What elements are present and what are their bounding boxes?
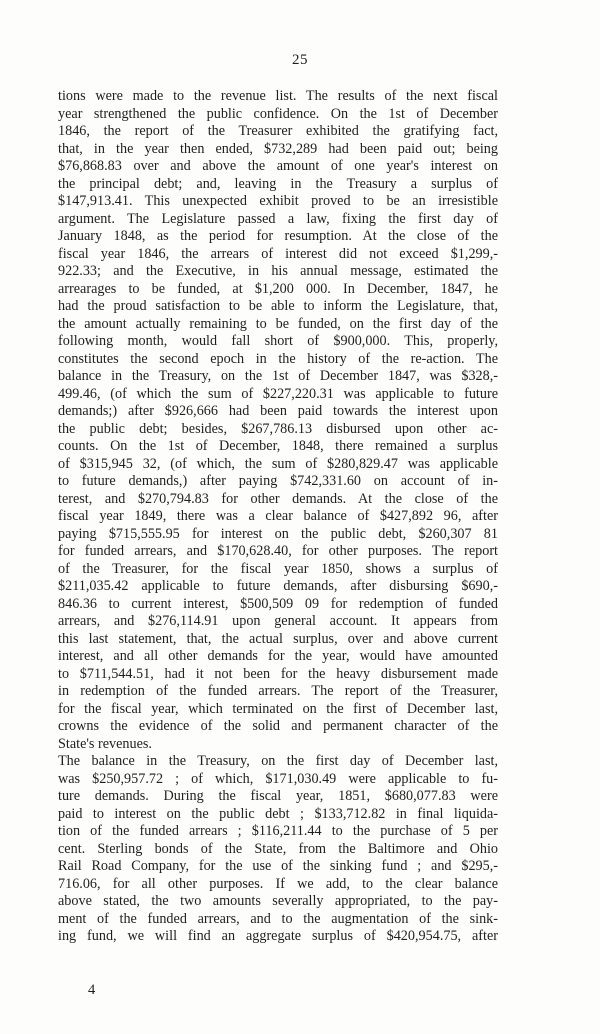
- text-line: argument. The Legislature passed a law, fixing the first day of: [58, 210, 498, 227]
- text-line: tions were made to the revenue list. The results of the next fiscal: [58, 88, 498, 104]
- text-line: ture demands. During the fiscal year, 1851, $680,077.83 were: [58, 788, 498, 804]
- text-line: arrearages to be funded, at $1,200 000. In December, 1847, he: [58, 280, 498, 297]
- text-line: counts. On the 1st of December, 1848, there remained a surplus: [58, 438, 498, 454]
- text-line: 499.46, (of which the sum of $227,220.31 was applicable to future: [58, 385, 498, 402]
- text-line: $211,035.42 applicable to future demands, after disbursing $690,-: [58, 578, 498, 594]
- text-line: Rail Road Company, for the use of the sinking fund ; and $295,-: [58, 858, 498, 874]
- text-line: for funded arrears, and $170,628.40, for other purposes. The report: [58, 543, 498, 559]
- text-line: crowns the evidence of the solid and permanent character of the: [58, 718, 498, 734]
- text-line: fiscal year 1846, the arrears of interest did not exceed $1,299,-: [58, 245, 498, 262]
- text-line: this last statement, that, the actual surplus, over and above current: [58, 630, 498, 647]
- text-line: $147,913.41. This unexpected exhibit proved to be an irresistible: [58, 193, 498, 209]
- text-line: State's revenues.: [58, 735, 152, 752]
- text-line: was $250,957.72 ; of which, $171,030.49 were applicable to fu-: [58, 770, 498, 787]
- text-line: demands;) after $926,666 had been paid towards the interest upon: [58, 403, 498, 419]
- text-line: The balance in the Treasury, on the first day of December last,: [58, 753, 498, 769]
- text-line: interest, and all other demands for the year, would have amounted: [58, 648, 498, 664]
- text-line: 846.36 to current interest, $500,509 09 for redemption of funded: [58, 595, 498, 612]
- text-line: terest, and $270,794.83 for other demands. At the close of the: [58, 490, 498, 507]
- text-line: balance in the Treasury, on the 1st of December 1847, was $328,-: [58, 368, 498, 384]
- text-line: 1846, the report of the Treasurer exhibited the gratifying fact,: [58, 123, 498, 139]
- text-line: above stated, the two amounts severally appropriated, to the pay-: [58, 893, 498, 909]
- page-number: 25: [292, 52, 308, 68]
- text-line: to future demands,) after paying $742,331.60 on account of in-: [58, 473, 498, 489]
- text-line: arrears, and $276,114.91 upon general account. It appears from: [58, 613, 498, 629]
- body-text: [58, 88, 498, 946]
- text-line: had the proud satisfaction to be able to inform the Legislature, that,: [58, 298, 498, 314]
- text-line: January 1848, as the period for resumption. At the close of the: [58, 228, 498, 244]
- text-line: $76,868.83 over and above the amount of one year's interest on: [58, 158, 498, 174]
- text-line: constitutes the second epoch in the history of the re-action. The: [58, 350, 498, 367]
- text-line: for the fiscal year, which terminated on the first of December last,: [58, 700, 498, 717]
- text-line: ing fund, we will find an aggregate surplus of $420,954.75, after: [58, 928, 498, 944]
- text-line: 716.06, for all other purposes. If we add, to the clear balance: [58, 875, 498, 892]
- text-line: the amount actually remaining to be funded, on the first day of the: [58, 315, 498, 332]
- text-line: cent. Sterling bonds of the State, from the Baltimore and Ohio: [58, 840, 498, 857]
- text-line: paid to interest on the public debt ; $133,712.82 in final liquida-: [58, 805, 498, 822]
- text-line: tion of the funded arrears ; $116,211.44 to the purchase of 5 per: [58, 823, 498, 839]
- text-line: following month, would fall short of $900,000. This, properly,: [58, 333, 498, 349]
- text-line: the principal debt; and, leaving in the Treasury a surplus of: [58, 175, 498, 192]
- text-line: ment of the funded arrears, and to the augmentation of the sink-: [58, 910, 498, 927]
- text-line: of $315,945 32, (of which, the sum of $280,829.47 was applicable: [58, 455, 498, 472]
- text-line: to $711,544.51, had it not been for the heavy disbursement made: [58, 665, 498, 682]
- text-line: year strengthened the public confidence. On the 1st of December: [58, 105, 498, 122]
- signature-mark: 4: [88, 982, 96, 998]
- text-line: 922.33; and the Executive, in his annual message, estimated the: [58, 263, 498, 279]
- text-line: that, in the year then ended, $732,289 had been paid out; being: [58, 140, 498, 157]
- text-line: of the Treasurer, for the fiscal year 1850, shows a surplus of: [58, 560, 498, 577]
- text-line: the public debt; besides, $267,786.13 disbursed upon other ac-: [58, 420, 498, 437]
- text-line: paying $715,555.95 for interest on the public debt, $260,307 81: [58, 525, 498, 542]
- text-line: fiscal year 1849, there was a clear balance of $427,892 96, after: [58, 508, 498, 524]
- text-line: in redemption of the funded arrears. The report of the Treasurer,: [58, 683, 498, 699]
